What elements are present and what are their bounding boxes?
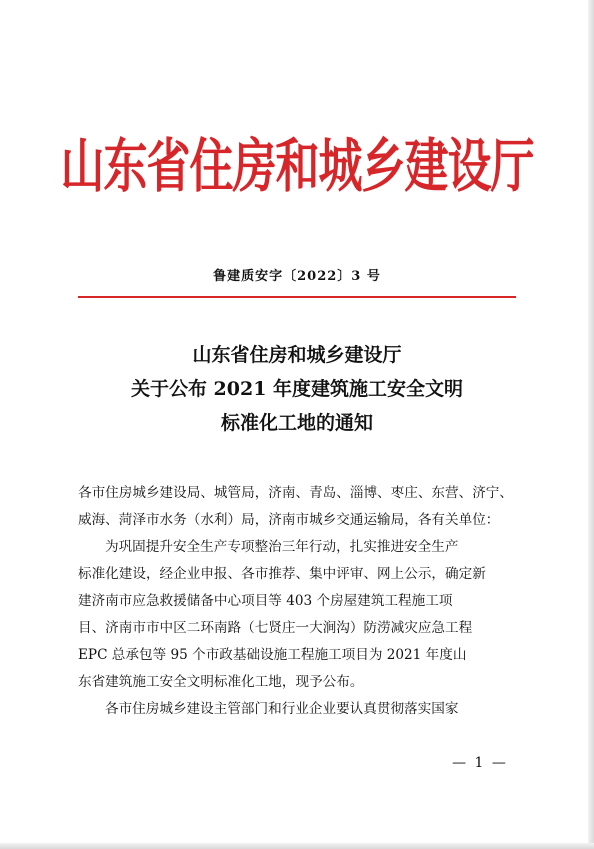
notice-body (78, 480, 518, 723)
body-line: 东省建筑施工安全文明标准化工地，现予公布。 (78, 674, 364, 690)
page-edge-shadow (0, 843, 594, 849)
body-line: 目、济南市市中区二环南路（七贤庄一大涧沟）防涝减灾应急工程 (78, 620, 473, 636)
body-line: 标准化建设，经企业申报、各市推荐、集中评审、网上公示，确定新 (78, 566, 486, 582)
body-line: 威海、菏泽市水务（水利）局，济南市城乡交通运输局，各有关单位： (78, 512, 500, 528)
document-number: 鲁建质安字〔2022〕3 号 (213, 269, 381, 284)
page-number: — 1 — (452, 755, 508, 771)
body-line: 建济南市应急救援储备中心项目等 403 个房屋建筑工程施工项 (78, 593, 453, 609)
notice-title (0, 338, 594, 440)
body-line: 各市住房城乡建设主管部门和行业企业要认真贯彻落实国家 (105, 701, 459, 717)
red-divider (78, 296, 516, 298)
page-edge-shadow (588, 0, 594, 849)
masthead-title: 山东省住房和城乡建设厅 (60, 133, 534, 201)
body-line: 为巩固提升安全生产专项整治三年行动，扎实推进安全生产 (105, 539, 459, 555)
title-line: 标准化工地的通知 (220, 412, 373, 434)
body-line: EPC 总承包等 95 个市政基础设施工程施工项目为 2021 年度山 (78, 647, 467, 663)
title-line: 山东省住房和城乡建设厅 (192, 344, 402, 366)
body-line: 各市住房城乡建设局、城管局，济南、青岛、淄博、枣庄、东营、济宁、 (78, 485, 513, 501)
title-line: 关于公布 2021 年度建筑施工安全文明 (130, 378, 464, 400)
